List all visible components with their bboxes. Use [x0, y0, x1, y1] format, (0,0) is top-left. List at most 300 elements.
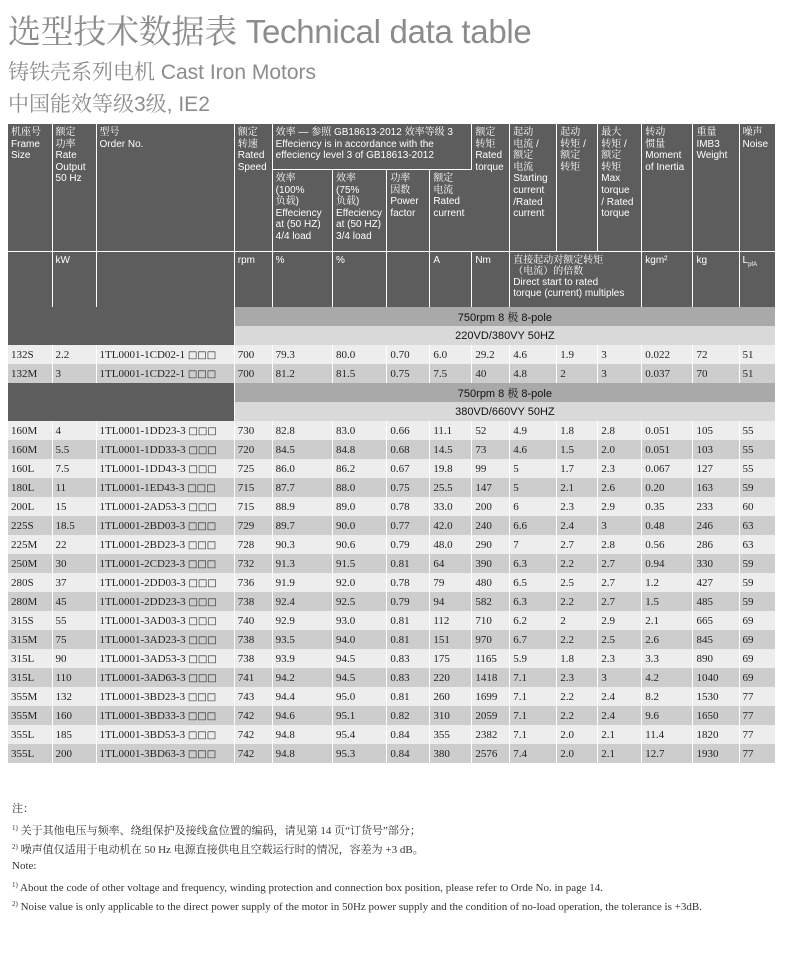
cell-frame-size: 160M — [8, 421, 52, 440]
table-row — [8, 535, 775, 554]
cell-rated-output: 18.5 — [52, 516, 96, 535]
cell-rated-output: 4 — [52, 421, 96, 440]
unit-inertia: kgm² — [642, 252, 693, 308]
cell-power-factor: 0.79 — [387, 592, 430, 611]
order-option-boxes: □□□ — [188, 501, 217, 513]
cell-noise: 77 — [739, 744, 775, 763]
cell-power-factor: 0.81 — [387, 611, 430, 630]
cell-frame-size: 200L — [8, 497, 52, 516]
cell-noise: 51 — [739, 364, 775, 383]
cell-starting-current-ratio: 6.3 — [510, 554, 557, 573]
cell-efficiency-75: 94.5 — [333, 668, 387, 687]
cell-rated-output: 30 — [52, 554, 96, 573]
table-row — [8, 573, 775, 592]
note-label-en: Note: — [12, 860, 37, 872]
cell-rated-torque: 52 — [472, 421, 510, 440]
cell-power-factor: 0.67 — [387, 459, 430, 478]
cell-order-no: 1TL0001-1CD22-1 □□□ — [96, 364, 234, 383]
cell-starting-current-ratio: 6.6 — [510, 516, 557, 535]
cell-moment-of-inertia: 2.6 — [642, 630, 693, 649]
cell-efficiency-full: 92.9 — [272, 611, 332, 630]
cell-max-torque-ratio: 2.3 — [598, 459, 642, 478]
cell-rated-output: 5.5 — [52, 440, 96, 459]
cell-power-factor: 0.81 — [387, 687, 430, 706]
unit-weight: kg — [693, 252, 739, 308]
cell-frame-size: 280S — [8, 573, 52, 592]
cell-starting-current-ratio: 6.5 — [510, 573, 557, 592]
cell-noise: 63 — [739, 516, 775, 535]
cell-max-torque-ratio: 2.9 — [598, 611, 642, 630]
cell-efficiency-full: 84.5 — [272, 440, 332, 459]
cell-rated-current: 7.5 — [430, 364, 472, 383]
order-option-boxes: □□□ — [188, 444, 217, 456]
cell-weight: 127 — [693, 459, 739, 478]
cell-order-no: 1TL0001-3BD23-3 □□□ — [96, 687, 234, 706]
cell-moment-of-inertia: 0.022 — [642, 345, 693, 364]
cell-order-no: 1TL0001-2CD23-3 □□□ — [96, 554, 234, 573]
cell-rated-torque: 970 — [472, 630, 510, 649]
cell-efficiency-75: 88.0 — [333, 478, 387, 497]
cell-starting-current-ratio: 6.2 — [510, 611, 557, 630]
table-row — [8, 459, 775, 478]
cell-rated-current: 14.5 — [430, 440, 472, 459]
cell-rated-torque: 2059 — [472, 706, 510, 725]
cell-rated-output: 55 — [52, 611, 96, 630]
cell-max-torque-ratio: 3 — [598, 668, 642, 687]
cell-frame-size: 315L — [8, 668, 52, 687]
cell-starting-current-ratio: 5 — [510, 478, 557, 497]
table-row — [8, 744, 775, 763]
cell-efficiency-full: 94.6 — [272, 706, 332, 725]
section-band-left — [8, 383, 234, 402]
cell-rated-current: 260 — [430, 687, 472, 706]
cell-weight: 485 — [693, 592, 739, 611]
unit-power-factor — [387, 252, 430, 308]
header-rated-current: 额定 电流 Rated current — [430, 170, 472, 252]
cell-power-factor: 0.78 — [387, 497, 430, 516]
cell-noise: 55 — [739, 459, 775, 478]
cell-efficiency-full: 87.7 — [272, 478, 332, 497]
cell-moment-of-inertia: 1.5 — [642, 592, 693, 611]
cell-efficiency-75: 92.0 — [333, 573, 387, 592]
header-max-torque: 最大 转矩 / 额定 转矩 Max torque / Rated torque — [598, 124, 642, 252]
cell-rated-current: 6.0 — [430, 345, 472, 364]
cell-efficiency-full: 88.9 — [272, 497, 332, 516]
cell-order-no: 1TL0001-3BD33-3 □□□ — [96, 706, 234, 725]
cell-rated-output: 7.5 — [52, 459, 96, 478]
cell-noise: 77 — [739, 687, 775, 706]
cell-max-torque-ratio: 2.9 — [598, 497, 642, 516]
cell-power-factor: 0.68 — [387, 440, 430, 459]
cell-efficiency-full: 93.5 — [272, 630, 332, 649]
cell-starting-torque-ratio: 2.2 — [557, 592, 598, 611]
unit-multiples: 直接起动对额定转矩 （电流）的倍数 Direct start to rated torque (current) multiples — [510, 252, 642, 308]
cell-frame-size: 280M — [8, 592, 52, 611]
cell-starting-torque-ratio: 2.2 — [557, 554, 598, 573]
cell-moment-of-inertia: 0.20 — [642, 478, 693, 497]
cell-order-no: 1TL0001-1DD33-3 □□□ — [96, 440, 234, 459]
cell-power-factor: 0.75 — [387, 478, 430, 497]
cell-power-factor: 0.77 — [387, 516, 430, 535]
cell-order-no: 1TL0001-3AD63-3 □□□ — [96, 668, 234, 687]
cell-weight: 427 — [693, 573, 739, 592]
cell-starting-torque-ratio: 2.7 — [557, 535, 598, 554]
unit-noise: $L_{pfA}$ — [739, 252, 775, 308]
order-option-boxes: □□□ — [188, 615, 217, 627]
cell-rated-speed: 728 — [234, 535, 272, 554]
cell-moment-of-inertia: 0.051 — [642, 421, 693, 440]
table-row — [8, 421, 775, 440]
cell-weight: 246 — [693, 516, 739, 535]
cell-weight: 163 — [693, 478, 739, 497]
cell-weight: 233 — [693, 497, 739, 516]
page-subtitle: 铸铁壳系列电机 Cast Iron Motors — [8, 61, 317, 84]
cell-starting-current-ratio: 4.9 — [510, 421, 557, 440]
cell-max-torque-ratio: 3 — [598, 345, 642, 364]
cell-rated-torque: 73 — [472, 440, 510, 459]
section-band-left — [8, 402, 234, 421]
cell-starting-current-ratio: 6.3 — [510, 592, 557, 611]
cell-rated-speed: 738 — [234, 649, 272, 668]
cell-efficiency-full: 81.2 — [272, 364, 332, 383]
cell-efficiency-75: 89.0 — [333, 497, 387, 516]
cell-noise: 69 — [739, 630, 775, 649]
cell-noise: 59 — [739, 573, 775, 592]
cell-noise: 59 — [739, 592, 775, 611]
table-row — [8, 516, 775, 535]
cell-frame-size: 355L — [8, 725, 52, 744]
cell-order-no: 1TL0001-2BD03-3 □□□ — [96, 516, 234, 535]
cell-noise: 51 — [739, 345, 775, 364]
unit-current: A — [430, 252, 472, 308]
unit-frame — [8, 252, 52, 308]
cell-starting-torque-ratio: 2.5 — [557, 573, 598, 592]
cell-power-factor: 0.78 — [387, 573, 430, 592]
unit-eff75: % — [333, 252, 387, 308]
cell-efficiency-75: 95.0 — [333, 687, 387, 706]
cell-rated-output: 132 — [52, 687, 96, 706]
header-frame-size: 机座号 Frame Size — [8, 124, 52, 252]
cell-efficiency-75: 95.1 — [333, 706, 387, 725]
cell-efficiency-full: 94.8 — [272, 744, 332, 763]
note-en-2: $^{2)}$ Noise value is only applicable to the direct power supply of the motor in 50Hz power supply and the condition of no-load operation, the tolerance is +3dB. — [12, 900, 702, 913]
cell-weight: 70 — [693, 364, 739, 383]
unit-order — [96, 252, 234, 308]
cell-order-no: 1TL0001-3BD63-3 □□□ — [96, 744, 234, 763]
cell-weight: 1820 — [693, 725, 739, 744]
order-option-boxes: □□□ — [187, 482, 216, 494]
technical-data-table — [8, 124, 775, 763]
cell-rated-speed: 742 — [234, 744, 272, 763]
cell-rated-output: 185 — [52, 725, 96, 744]
cell-starting-current-ratio: 6 — [510, 497, 557, 516]
cell-efficiency-full: 92.4 — [272, 592, 332, 611]
cell-frame-size: 355L — [8, 744, 52, 763]
cell-efficiency-75: 90.6 — [333, 535, 387, 554]
cell-starting-torque-ratio: 2.3 — [557, 497, 598, 516]
cell-rated-speed: 720 — [234, 440, 272, 459]
cell-frame-size: 132M — [8, 364, 52, 383]
header-efficiency-three-quarter-load: 效率 (75% 负载) Effeciency at (50 HZ) 3/4 load — [333, 170, 387, 252]
cell-rated-speed: 732 — [234, 554, 272, 573]
cell-power-factor: 0.79 — [387, 535, 430, 554]
table-row — [8, 345, 775, 364]
cell-efficiency-75: 95.4 — [333, 725, 387, 744]
cell-weight: 1040 — [693, 668, 739, 687]
cell-rated-output: 15 — [52, 497, 96, 516]
cell-rated-speed: 742 — [234, 706, 272, 725]
cell-max-torque-ratio: 2.5 — [598, 630, 642, 649]
table-row — [8, 364, 775, 383]
cell-starting-torque-ratio: 2.2 — [557, 630, 598, 649]
cell-efficiency-75: 80.0 — [333, 345, 387, 364]
table-row — [8, 687, 775, 706]
cell-power-factor: 0.75 — [387, 364, 430, 383]
order-option-boxes: □□□ — [187, 558, 217, 570]
cell-order-no: 1TL0001-2BD23-3 □□□ — [96, 535, 234, 554]
cell-rated-output: 160 — [52, 706, 96, 725]
cell-starting-torque-ratio: 2 — [557, 611, 598, 630]
section-voltage-label — [8, 402, 775, 421]
order-option-boxes: □□□ — [187, 539, 217, 551]
cell-rated-current: 151 — [430, 630, 472, 649]
cell-rated-output: 45 — [52, 592, 96, 611]
header-noise: 噪声 Noise — [739, 124, 775, 252]
cell-rated-torque: 390 — [472, 554, 510, 573]
header-rated-torque: 额定 转矩 Rated torque — [472, 124, 510, 252]
cell-order-no: 1TL0001-3AD03-3 □□□ — [96, 611, 234, 630]
cell-moment-of-inertia: 8.2 — [642, 687, 693, 706]
cell-rated-torque: 582 — [472, 592, 510, 611]
section-voltage-label — [8, 326, 775, 345]
cell-starting-current-ratio: 7.1 — [510, 687, 557, 706]
cell-moment-of-inertia: 0.56 — [642, 535, 693, 554]
cell-efficiency-75: 94.5 — [333, 649, 387, 668]
cell-efficiency-75: 84.8 — [333, 440, 387, 459]
cell-starting-current-ratio: 5 — [510, 459, 557, 478]
cell-rated-current: 355 — [430, 725, 472, 744]
note-cn-2: $^{2)}$ 噪声值仅适用于电动机在 50 Hz 电源直接供电且空载运行时的情况，容差为 +3 dB。 — [12, 843, 424, 856]
table-row — [8, 630, 775, 649]
unit-torque: Nm — [472, 252, 510, 308]
cell-noise: 77 — [739, 706, 775, 725]
cell-rated-output: 2.2 — [52, 345, 96, 364]
cell-starting-torque-ratio: 1.7 — [557, 459, 598, 478]
cell-rated-output: 22 — [52, 535, 96, 554]
order-option-boxes: □□□ — [188, 596, 217, 608]
cell-rated-current: 48.0 — [430, 535, 472, 554]
cell-rated-torque: 1418 — [472, 668, 510, 687]
cell-power-factor: 0.84 — [387, 744, 430, 763]
cell-weight: 103 — [693, 440, 739, 459]
order-option-boxes: □□□ — [187, 368, 217, 380]
cell-rated-current: 33.0 — [430, 497, 472, 516]
cell-efficiency-full: 94.4 — [272, 687, 332, 706]
cell-rated-speed: 715 — [234, 478, 272, 497]
cell-order-no: 1TL0001-2DD23-3 □□□ — [96, 592, 234, 611]
cell-rated-current: 79 — [430, 573, 472, 592]
order-option-boxes: □□□ — [187, 691, 217, 703]
cell-moment-of-inertia: 0.94 — [642, 554, 693, 573]
header-rated-output: 额定 功率 Rate Output 50 Hz — [52, 124, 96, 252]
cell-frame-size: 315M — [8, 630, 52, 649]
cell-efficiency-full: 82.8 — [272, 421, 332, 440]
table-row — [8, 592, 775, 611]
cell-max-torque-ratio: 2.4 — [598, 706, 642, 725]
cell-power-factor: 0.81 — [387, 630, 430, 649]
cell-order-no: 1TL0001-3BD53-3 □□□ — [96, 725, 234, 744]
cell-max-torque-ratio: 3 — [598, 516, 642, 535]
cell-starting-current-ratio: 7.1 — [510, 706, 557, 725]
cell-starting-torque-ratio: 1.8 — [557, 649, 598, 668]
cell-rated-speed: 700 — [234, 364, 272, 383]
cell-rated-output: 3 — [52, 364, 96, 383]
cell-moment-of-inertia: 0.051 — [642, 440, 693, 459]
cell-noise: 69 — [739, 649, 775, 668]
cell-rated-current: 175 — [430, 649, 472, 668]
section-label: 380VD/660VY 50HZ — [234, 402, 775, 421]
cell-moment-of-inertia: 3.3 — [642, 649, 693, 668]
cell-noise: 63 — [739, 535, 775, 554]
order-option-boxes: □□□ — [187, 520, 217, 532]
cell-rated-current: 94 — [430, 592, 472, 611]
cell-frame-size: 160L — [8, 459, 52, 478]
cell-efficiency-full: 94.2 — [272, 668, 332, 687]
cell-rated-current: 380 — [430, 744, 472, 763]
cell-starting-current-ratio: 5.9 — [510, 649, 557, 668]
order-option-boxes: □□□ — [187, 710, 217, 722]
cell-efficiency-75: 81.5 — [333, 364, 387, 383]
cell-noise: 55 — [739, 440, 775, 459]
cell-weight: 1650 — [693, 706, 739, 725]
cell-weight: 665 — [693, 611, 739, 630]
cell-starting-current-ratio: 4.8 — [510, 364, 557, 383]
section-speed-label — [8, 383, 775, 402]
note-cn-1: $^{1)}$ 关于其他电压与频率、绕组保护及接线盒位置的编码，请见第 14 页“订货号”部分； — [12, 824, 421, 837]
cell-noise: 59 — [739, 478, 775, 497]
cell-moment-of-inertia: 12.7 — [642, 744, 693, 763]
cell-rated-speed: 743 — [234, 687, 272, 706]
header-efficiency-full-load: 效率 (100% 负载) Effeciency at (50 HZ) 4/4 load — [272, 170, 332, 252]
cell-moment-of-inertia: 0.35 — [642, 497, 693, 516]
cell-rated-speed: 729 — [234, 516, 272, 535]
unit-speed: rpm — [234, 252, 272, 308]
cell-rated-current: 64 — [430, 554, 472, 573]
cell-frame-size: 160M — [8, 440, 52, 459]
cell-max-torque-ratio: 2.7 — [598, 573, 642, 592]
cell-power-factor: 0.70 — [387, 345, 430, 364]
unit-eff100: % — [272, 252, 332, 308]
section-label: 750rpm 8 极 8-pole — [234, 383, 775, 402]
cell-order-no: 1TL0001-1CD02-1 □□□ — [96, 345, 234, 364]
cell-starting-torque-ratio: 2.0 — [557, 744, 598, 763]
cell-weight: 890 — [693, 649, 739, 668]
note-label-cn: 注： — [12, 803, 34, 815]
cell-frame-size: 250M — [8, 554, 52, 573]
cell-efficiency-full: 94.8 — [272, 725, 332, 744]
cell-rated-speed: 738 — [234, 630, 272, 649]
cell-efficiency-full: 86.0 — [272, 459, 332, 478]
cell-max-torque-ratio: 2.4 — [598, 687, 642, 706]
cell-efficiency-full: 79.3 — [272, 345, 332, 364]
cell-starting-torque-ratio: 2.2 — [557, 706, 598, 725]
cell-frame-size: 180L — [8, 478, 52, 497]
cell-order-no: 1TL0001-1ED43-3 □□□ — [96, 478, 234, 497]
section-label: 220VD/380VY 50HZ — [234, 326, 775, 345]
cell-starting-current-ratio: 7.1 — [510, 725, 557, 744]
table-row — [8, 668, 775, 687]
cell-starting-torque-ratio: 2.0 — [557, 725, 598, 744]
order-option-boxes: □□□ — [187, 748, 217, 760]
header-starting-current: 起动 电流 / 额定 电流 Starting current /Rated current — [510, 124, 557, 252]
header-starting-torque: 起动 转矩 / 额定 转矩 — [557, 124, 598, 252]
cell-rated-output: 37 — [52, 573, 96, 592]
cell-order-no: 1TL0001-2DD03-3 □□□ — [96, 573, 234, 592]
cell-starting-torque-ratio: 1.5 — [557, 440, 598, 459]
cell-weight: 72 — [693, 345, 739, 364]
cell-rated-torque: 240 — [472, 516, 510, 535]
table-row — [8, 497, 775, 516]
cell-rated-current: 220 — [430, 668, 472, 687]
page-title: 选型技术数据表 Technical data table — [8, 13, 532, 50]
cell-noise: 69 — [739, 668, 775, 687]
cell-rated-torque: 29.2 — [472, 345, 510, 364]
table-row — [8, 554, 775, 573]
cell-rated-current: 19.8 — [430, 459, 472, 478]
cell-efficiency-75: 95.3 — [333, 744, 387, 763]
cell-starting-torque-ratio: 2 — [557, 364, 598, 383]
cell-noise: 77 — [739, 725, 775, 744]
cell-rated-speed: 736 — [234, 573, 272, 592]
cell-efficiency-full: 90.3 — [272, 535, 332, 554]
cell-max-torque-ratio: 2.6 — [598, 478, 642, 497]
cell-efficiency-75: 86.2 — [333, 459, 387, 478]
cell-rated-output: 75 — [52, 630, 96, 649]
cell-rated-speed: 740 — [234, 611, 272, 630]
cell-rated-speed: 725 — [234, 459, 272, 478]
cell-starting-torque-ratio: 2.1 — [557, 478, 598, 497]
header-order-no: 型号 Order No. — [96, 124, 234, 252]
cell-max-torque-ratio: 2.1 — [598, 725, 642, 744]
cell-frame-size: 132S — [8, 345, 52, 364]
cell-moment-of-inertia: 0.48 — [642, 516, 693, 535]
cell-rated-output: 110 — [52, 668, 96, 687]
order-option-boxes: □□□ — [188, 672, 217, 684]
cell-rated-current: 42.0 — [430, 516, 472, 535]
cell-power-factor: 0.82 — [387, 706, 430, 725]
cell-order-no: 1TL0001-1DD43-3 □□□ — [96, 459, 234, 478]
header-power-factor: 功率 因数 Power factor — [387, 170, 430, 252]
cell-starting-current-ratio: 6.7 — [510, 630, 557, 649]
cell-max-torque-ratio: 3 — [598, 364, 642, 383]
cell-rated-torque: 200 — [472, 497, 510, 516]
cell-noise: 69 — [739, 611, 775, 630]
cell-rated-speed: 715 — [234, 497, 272, 516]
note-en-1: $^{1)}$ About the code of other voltage and frequency, winding protection and connection box position, please refer to Orde No. in page 14. — [12, 881, 604, 894]
table-row — [8, 611, 775, 630]
cell-rated-output: 11 — [52, 478, 96, 497]
cell-max-torque-ratio: 2.1 — [598, 744, 642, 763]
cell-efficiency-full: 91.3 — [272, 554, 332, 573]
cell-rated-torque: 40 — [472, 364, 510, 383]
cell-rated-speed: 730 — [234, 421, 272, 440]
cell-rated-current: 25.5 — [430, 478, 472, 497]
cell-power-factor: 0.83 — [387, 668, 430, 687]
cell-max-torque-ratio: 2.3 — [598, 649, 642, 668]
cell-starting-current-ratio: 7 — [510, 535, 557, 554]
cell-order-no: 1TL0001-1DD23-3 □□□ — [96, 421, 234, 440]
cell-noise: 60 — [739, 497, 775, 516]
